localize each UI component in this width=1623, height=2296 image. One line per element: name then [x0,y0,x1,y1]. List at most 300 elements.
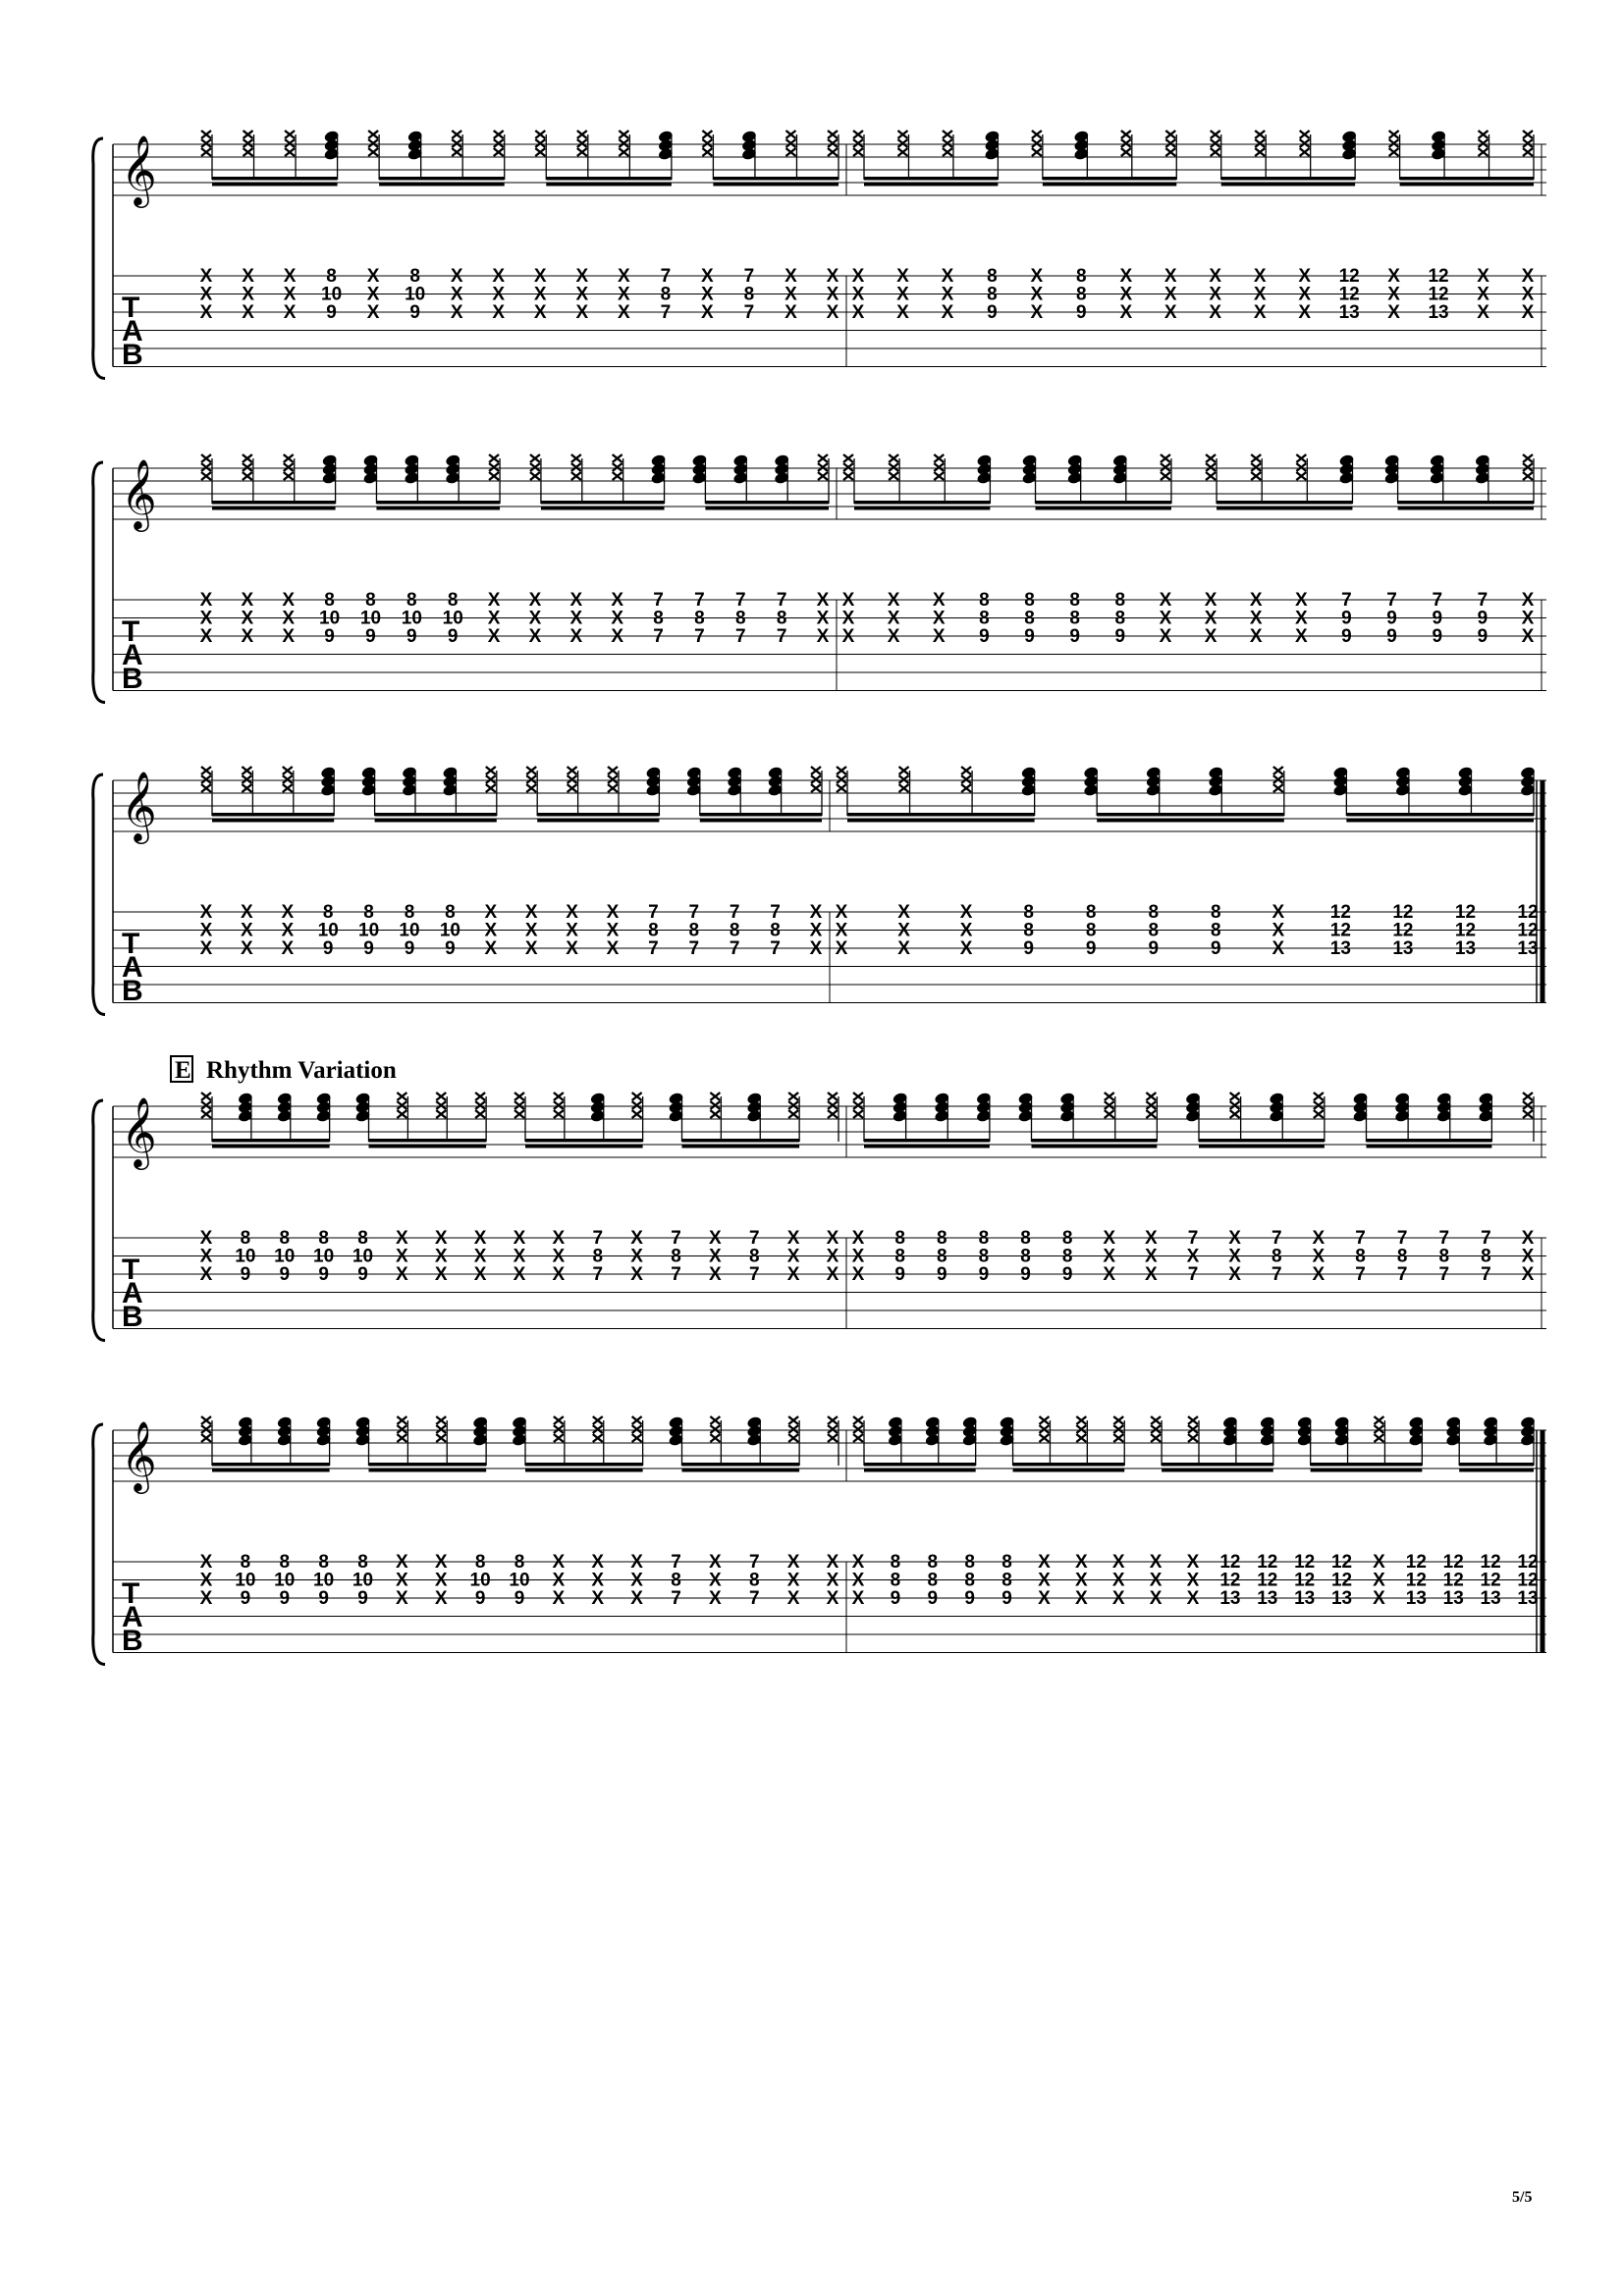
tab-number: 12 [1329,902,1351,923]
chord [238,1415,254,1466]
tab-number: X [1038,1552,1051,1573]
tab-number: 8 [648,920,659,941]
x-notehead [571,454,581,462]
system-1 [93,130,1546,379]
x-notehead [632,1416,642,1424]
x-notehead [1523,463,1533,471]
x-notehead [1523,139,1533,147]
tab-number: X [524,902,538,923]
tab-number: X [283,266,297,287]
tab-clef-letter: T [122,292,140,324]
tab-number: 9 [1069,626,1080,647]
tab-number: X [941,302,954,323]
x-notehead [535,148,545,156]
tab-number: X [826,1552,839,1573]
beam [1221,177,1355,181]
measure-2 [852,130,1542,367]
x-notehead [475,1093,485,1100]
x-notehead [788,1093,798,1100]
beam [1013,1468,1125,1472]
chord [984,130,1001,180]
x-notehead [1273,775,1283,783]
tab-number: 12 [1517,1552,1539,1573]
chord [686,766,703,816]
tab-number: 7 [729,902,740,923]
x-notehead [788,1101,798,1109]
tab-number: X [1119,284,1133,305]
x-notehead [853,1093,863,1100]
chord [892,1092,908,1142]
muted-chord [535,131,546,180]
tab-number: X [552,1264,566,1285]
tab-number: 8 [987,284,998,305]
tab-number: X [552,1552,566,1573]
x-notehead [1113,1416,1123,1424]
tab-number: X [366,302,380,323]
measure-2 [852,1415,1542,1653]
x-notehead [961,767,971,774]
beam [212,501,336,505]
tab-number: 8 [445,902,456,923]
x-notehead [818,472,828,480]
muted-chord [452,131,462,180]
tab-number: X [552,1570,566,1591]
tab-number: X [487,608,501,629]
tab-number: X [851,1246,865,1267]
beam [1367,1139,1492,1143]
muted-chord [577,131,588,180]
tab-number: X [932,608,946,629]
x-notehead [1523,1093,1533,1100]
x-notehead [837,767,846,774]
chord [1021,454,1038,504]
chord [1083,766,1100,816]
measure-2 [842,454,1542,691]
tab-number: 12 [1338,284,1360,305]
chord [360,766,377,816]
tab-number: 9 [240,1264,251,1285]
tab-number: X [199,1570,213,1591]
tab-number: X [1373,1588,1385,1609]
tab-number: X [575,284,589,305]
chord [1395,766,1412,816]
x-notehead [1230,1093,1240,1100]
x-notehead [1146,1110,1156,1118]
tab-number: 8 [357,1228,368,1249]
chord [1017,1092,1034,1142]
x-notehead [201,148,211,156]
muted-chord [593,1416,604,1466]
beam [546,177,672,181]
tab-number: X [1521,626,1535,647]
tab-number: X [630,1588,643,1609]
tab-number: 7 [592,1228,604,1249]
x-notehead [526,775,536,783]
tab-number: X [1521,1264,1535,1285]
tab-number: X [492,284,506,305]
tab-number: X [959,938,973,959]
tab-number: X [1209,284,1222,305]
chord [1408,1415,1425,1466]
x-notehead [530,472,540,480]
x-notehead [1255,131,1265,138]
x-notehead [788,1434,798,1442]
x-notehead [489,454,499,462]
beam [537,813,659,817]
muted-chord [568,767,578,816]
tab-number: X [396,1264,408,1285]
tab-number: X [1149,1588,1163,1609]
chord [402,766,418,816]
x-notehead [889,454,898,462]
beam [369,1139,487,1143]
tab-number: X [199,608,213,629]
tab-number: X [941,284,954,305]
x-notehead [452,131,461,138]
tab-number: 10 [401,608,422,629]
chord [354,1092,371,1142]
tab-number: 9 [1477,608,1488,629]
x-notehead [243,463,252,471]
tab-number: 7 [770,902,781,923]
tab-number: 13 [1392,938,1414,959]
tab-number: 8 [318,1552,329,1573]
muted-chord [1230,1093,1241,1142]
x-notehead [828,148,838,156]
tab-number: X [897,938,910,959]
tab-number: 13 [1405,1588,1427,1609]
tab-number: 8 [927,1570,939,1591]
tab-number: 10 [317,920,339,941]
chord [976,454,993,504]
tab-number: X [851,1264,865,1285]
beam [525,1468,643,1472]
tab-clef-letter: T [122,1254,140,1286]
tab-number: 8 [1148,920,1160,941]
tab-number: 12 [1219,1552,1241,1573]
x-notehead [568,784,577,792]
x-notehead [1296,463,1306,471]
x-notehead [593,1434,603,1442]
tab-number: 9 [1114,626,1126,647]
tab-number: 9 [1023,938,1034,959]
tab-number: 12 [1257,1552,1278,1573]
chord [1259,1415,1275,1466]
tab-number: 7 [1187,1228,1199,1249]
chord [645,766,662,816]
tab-number: X [816,626,830,647]
beam [212,183,338,187]
tab-number: 10 [235,1246,256,1267]
chord [746,1415,763,1466]
tab-number: 9 [447,626,459,647]
x-notehead [1206,472,1216,480]
tab-number: X [1163,302,1177,323]
x-notehead [837,784,846,792]
tab-number: 7 [748,1552,760,1573]
tab-number: 8 [770,920,781,941]
x-notehead [1479,148,1488,156]
tab-number: 9 [936,1264,947,1285]
tab-number: 8 [743,284,755,305]
tab-number: X [1253,284,1267,305]
tab-number: 9 [1210,938,1221,959]
tab-number: X [434,1228,448,1249]
x-notehead [1523,454,1533,462]
x-notehead [452,148,461,156]
tab-number: X [552,1228,566,1249]
x-notehead [961,775,971,783]
tab-number: 8 [1024,608,1035,629]
tab-number: 9 [279,1264,291,1285]
tab-number: 10 [274,1570,296,1591]
x-notehead [554,1093,564,1100]
muted-chord [710,1093,721,1142]
beam [1459,1463,1534,1467]
tab-number: X [533,302,547,323]
muted-chord [1161,454,1171,504]
beam [682,1145,800,1148]
x-notehead [577,139,587,147]
tab-number: X [709,1246,722,1267]
x-notehead [613,472,622,480]
tab-number: 8 [1024,590,1035,611]
x-notehead [1032,131,1042,138]
muted-chord [1146,1093,1157,1142]
tab-number: X [851,1570,865,1591]
tab-number: X [396,1552,408,1573]
tab-number: 8 [363,902,374,923]
tab-number: 7 [1438,1264,1450,1285]
tab-clef-letter: A [122,951,143,984]
muted-chord [1188,1416,1199,1466]
tab-number: 12 [1294,1552,1316,1573]
x-notehead [554,1110,564,1118]
tab-number: 12 [1329,920,1351,941]
x-notehead [436,1416,446,1424]
beam [375,819,497,823]
x-notehead [788,1416,798,1424]
x-notehead [608,775,618,783]
muted-chord [494,131,505,180]
x-notehead [632,1101,642,1109]
tab-number: X [1249,608,1263,629]
x-notehead [897,148,907,156]
x-notehead [710,1093,720,1100]
chord [668,1415,684,1466]
x-notehead [201,1425,211,1433]
tab-number: 9 [318,1588,329,1609]
muted-chord [475,1093,486,1142]
x-notehead [1188,1434,1198,1442]
x-notehead [837,775,846,783]
tab-number: 8 [890,1570,901,1591]
x-notehead [702,131,712,138]
muted-chord [818,454,829,504]
x-notehead [1032,148,1042,156]
tab-number: 10 [352,1570,374,1591]
chord [1332,766,1349,816]
x-notehead [243,131,253,138]
x-notehead [1211,148,1220,156]
tab-number: 8 [240,1228,251,1249]
tab-number: X [701,302,714,323]
tab-number: 9 [365,626,376,647]
muted-chord [514,1093,525,1142]
x-notehead [577,131,587,138]
systems-layer [93,130,1546,1665]
x-notehead [853,1110,863,1118]
x-notehead [899,767,909,774]
beam [1162,1463,1273,1467]
beam [525,1145,643,1148]
tab-clef-letter: A [122,1277,143,1309]
chord [741,130,758,180]
x-notehead [368,139,378,147]
tab-number: 8 [964,1570,975,1591]
tab-number: X [851,284,865,305]
measure-2 [836,766,1542,1003]
tab-number: 8 [1020,1228,1031,1249]
tab-number: 9 [240,1588,251,1609]
x-notehead [1039,1434,1049,1442]
x-notehead [554,1434,564,1442]
tab-number: 9 [404,938,415,959]
x-notehead [1251,472,1261,480]
beam [1221,183,1355,187]
muted-chord [1296,454,1307,504]
chord [1483,1415,1499,1466]
x-notehead [897,131,907,138]
tab-number: 9 [1024,626,1035,647]
x-notehead [201,775,211,783]
chord [1475,454,1491,504]
tab-number: 8 [894,1228,905,1249]
muted-chord [243,131,254,180]
x-notehead [828,1101,838,1109]
x-notehead [1121,139,1131,147]
tab-number: X [709,1588,722,1609]
x-notehead [535,131,545,138]
tab-number: X [1159,626,1172,647]
tab-number: 10 [319,608,341,629]
muted-chord [242,767,252,816]
x-notehead [571,463,581,471]
muted-chord [397,1093,407,1142]
x-notehead [1121,148,1131,156]
tab-number: 8 [776,608,787,629]
tab-number: X [841,608,855,629]
tab-number: 9 [927,1588,939,1609]
tab-number: 8 [240,1552,251,1573]
tab-number: X [283,302,297,323]
tab-number: 8 [1271,1246,1282,1267]
tab-number: X [630,1228,643,1249]
muted-chord [201,1093,212,1142]
tab-number: X [473,1228,487,1249]
muted-chord [632,1416,643,1466]
tab-number: X [1521,302,1535,323]
tab-number: X [1298,284,1312,305]
tab-number: X [566,902,578,923]
muted-chord [1105,1093,1115,1142]
x-notehead [843,454,853,462]
tab-clef-letter: T [122,928,140,960]
tab-number: X [1249,590,1263,611]
tab-number: 9 [890,1588,901,1609]
chord [354,1415,371,1466]
muted-chord [961,767,972,816]
tab-number: 8 [1438,1246,1450,1267]
tab-number: 8 [936,1228,947,1249]
chord [1145,766,1162,816]
x-notehead [1151,1434,1161,1442]
measure-1 [200,766,830,1003]
x-notehead [853,131,863,138]
x-notehead [1296,472,1306,480]
chord [1478,1092,1494,1142]
tab-number: 7 [734,626,746,647]
x-notehead [853,148,863,156]
tab-number: X [1074,1588,1088,1609]
tab-number: X [897,902,910,923]
x-notehead [436,1110,446,1118]
tab-number: X [959,920,973,941]
tab-number: 8 [406,590,417,611]
tab-number: 8 [1001,1570,1012,1591]
tab-number: 8 [279,1228,291,1249]
muted-chord [1273,767,1284,816]
beam [1217,507,1352,510]
tab-number: X [1159,608,1172,629]
tab-number: X [896,302,909,323]
tab-number: 13 [1329,938,1351,959]
x-notehead [1374,1425,1383,1433]
tab-number: X [816,608,830,629]
muted-chord [811,767,822,816]
tab-number: X [1387,266,1400,287]
tab-number: X [450,302,463,323]
muted-chord [828,131,839,180]
muted-chord [613,454,623,504]
tab-number: X [1111,1570,1125,1591]
x-notehead [702,139,712,147]
beam [864,1145,990,1148]
tab-number: 9 [987,302,998,323]
tab-number: 10 [509,1570,530,1591]
x-notehead [811,767,821,774]
chord [1429,454,1445,504]
x-notehead [608,767,618,774]
tab-number: X [1271,902,1285,923]
x-notehead [1314,1110,1324,1118]
tab-number: X [835,938,848,959]
tab-number: 8 [890,1552,901,1573]
x-notehead [1389,148,1399,156]
muted-chord [201,454,212,504]
chord [589,1092,606,1142]
beam [1398,501,1534,505]
x-notehead [201,1416,211,1424]
tab-number: X [396,1588,408,1609]
chord [1445,1415,1462,1466]
x-notehead [554,1101,564,1109]
tab-number: 8 [1114,608,1126,629]
beam [1199,1139,1325,1143]
tab-number: X [241,626,254,647]
tab-number: 7 [1355,1264,1366,1285]
tab-number: 7 [1386,590,1397,611]
